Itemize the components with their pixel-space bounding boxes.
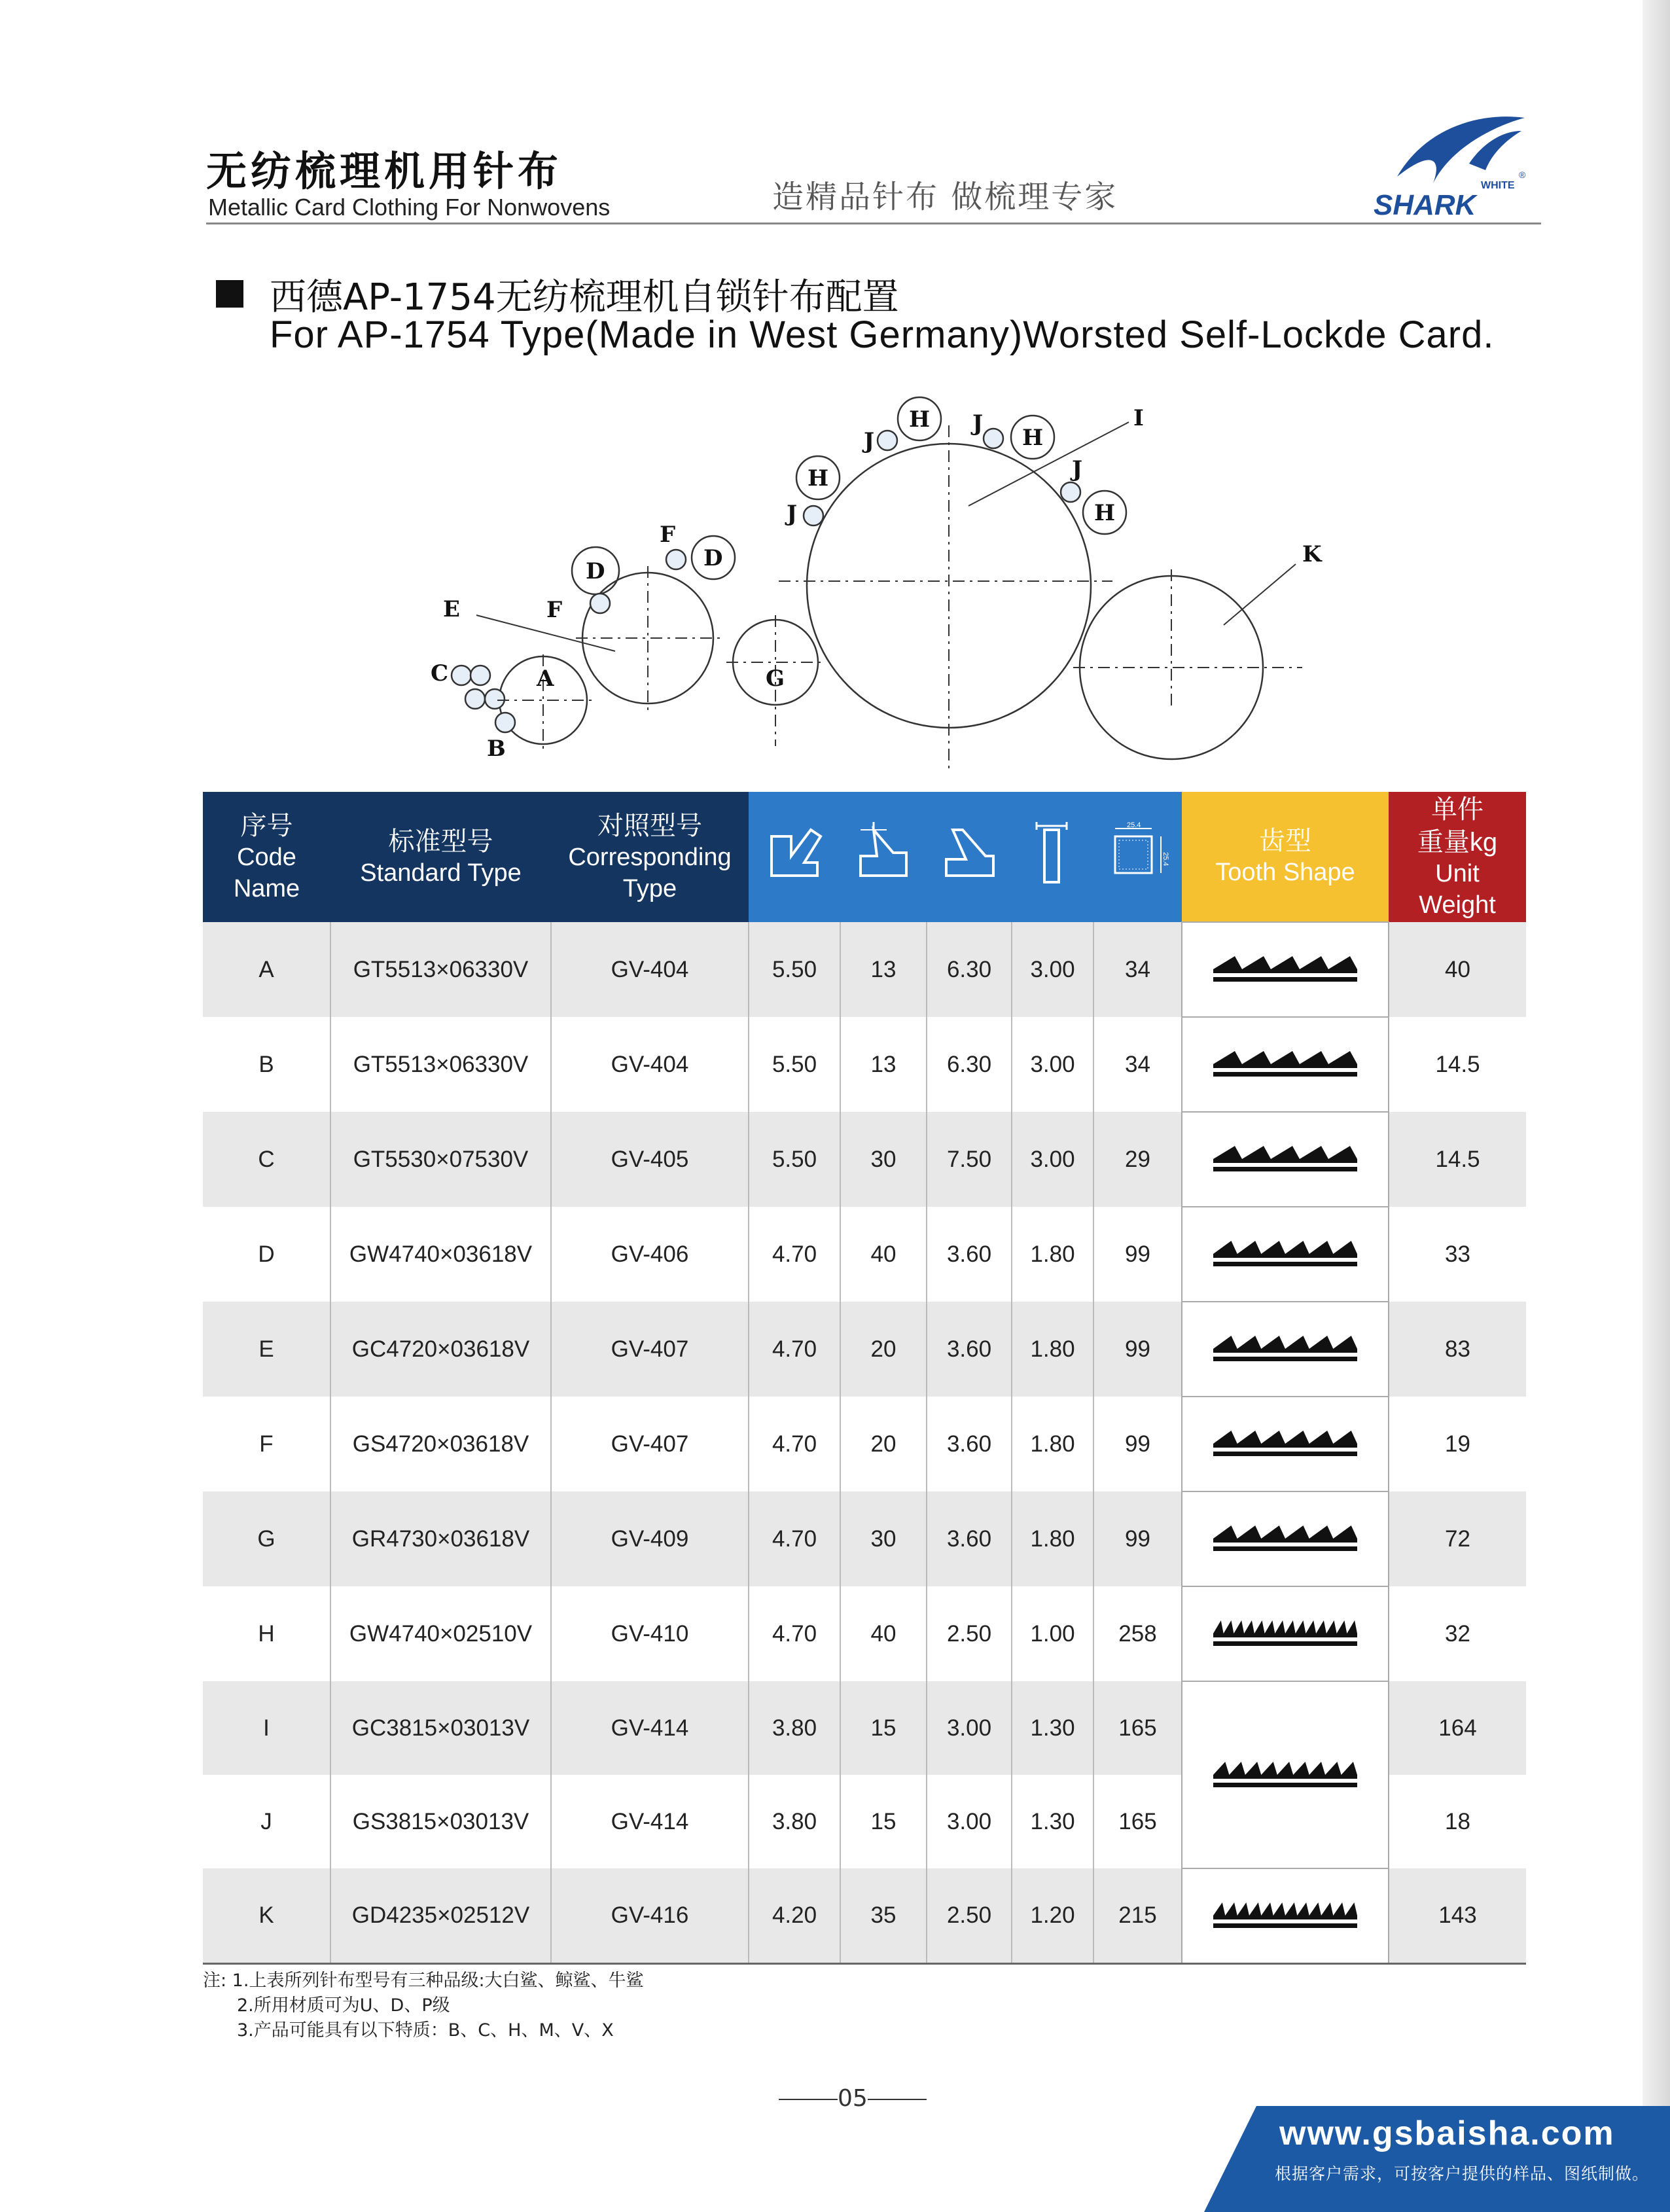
- table-row: [203, 1397, 1526, 1491]
- cell-ppi: 99: [1093, 1302, 1182, 1397]
- cell-pitch: 3.60: [927, 1491, 1012, 1586]
- cell-std: GT5513×06330V: [330, 922, 551, 1017]
- cell-depth: 3.00: [1012, 922, 1093, 1017]
- logo-brand-text: SHARK: [1374, 189, 1476, 219]
- header-base-width-icon: [1012, 792, 1093, 922]
- cell-code: D: [203, 1207, 330, 1302]
- cell-corr: GV-406: [551, 1207, 749, 1302]
- cell-pitch: 3.00: [927, 1775, 1012, 1868]
- header-code: 序号 Code Name: [203, 792, 330, 922]
- cell-tooth-shape: [1182, 922, 1389, 1017]
- cell-corr: GV-414: [551, 1775, 749, 1868]
- cell-corr: GV-414: [551, 1681, 749, 1775]
- diagram-label-j1: J: [787, 501, 798, 527]
- table-row: [203, 1207, 1526, 1302]
- tooth-shape-icon: [1210, 1137, 1360, 1176]
- cell-depth: 1.80: [1012, 1491, 1093, 1586]
- footnote-3: 3.产品可能具有以下特质：B、C、H、M、V、X: [237, 2020, 614, 2041]
- cell-weight: 14.5: [1389, 1017, 1526, 1112]
- footer-note: 根据客户需求，可按客户提供的样品、图纸制做。: [1275, 2164, 1650, 2183]
- cell-ppi: 34: [1093, 1017, 1182, 1112]
- cell-ppi: 258: [1093, 1586, 1182, 1681]
- cell-angle: 15: [840, 1681, 927, 1775]
- cell-h: 5.50: [749, 922, 840, 1017]
- footnote-2: 2.所用材质可为U、D、P级: [237, 1995, 450, 2016]
- header-points-per-area-icon: [1093, 792, 1182, 922]
- cell-ppi: 165: [1093, 1681, 1182, 1775]
- cell-h: 4.70: [749, 1397, 840, 1491]
- cell-angle: 35: [840, 1868, 927, 1964]
- page-edge-shadow: [1643, 0, 1670, 2212]
- svg-text:25.4: 25.4: [1161, 852, 1169, 866]
- table-row: [203, 1586, 1526, 1681]
- diagram-label-f1: F: [546, 597, 563, 623]
- diagram-label-h3: H: [1022, 425, 1044, 451]
- diagram-label-d2: D: [703, 545, 723, 571]
- cell-weight: 40: [1389, 922, 1526, 1017]
- diagram-label-f2: F: [660, 522, 676, 548]
- header-title-en: Metallic Card Clothing For Nonwovens: [208, 194, 611, 221]
- cell-angle: 40: [840, 1586, 927, 1681]
- header-standard-type: 标准型号 Standard Type: [330, 792, 551, 922]
- table-row: [203, 1868, 1526, 1964]
- header-title-cn: 无纺梳理机用针布: [206, 147, 563, 195]
- cell-std: GD4235×02512V: [330, 1868, 551, 1964]
- cell-code: B: [203, 1017, 330, 1112]
- cell-depth: 3.00: [1012, 1017, 1093, 1112]
- diagram-label-e: E: [443, 596, 460, 622]
- table-row: [203, 1017, 1526, 1112]
- cell-weight: 143: [1389, 1868, 1526, 1964]
- tooth-shape-icon: [1210, 1893, 1360, 1933]
- diagram-label-k: K: [1302, 541, 1322, 567]
- cell-pitch: 2.50: [927, 1868, 1012, 1964]
- cell-tooth-shape: [1182, 1586, 1389, 1681]
- cell-angle: 40: [840, 1207, 927, 1302]
- cell-h: 4.70: [749, 1586, 840, 1681]
- diagram-label-c: C: [431, 660, 449, 687]
- cell-tooth-shape: [1182, 1207, 1389, 1302]
- cell-corr: GV-410: [551, 1586, 749, 1681]
- cell-depth: 3.00: [1012, 1112, 1093, 1207]
- cell-code: F: [203, 1397, 330, 1491]
- cell-angle: 30: [840, 1112, 927, 1207]
- cell-h: 4.70: [749, 1207, 840, 1302]
- header-slogan: 造精品针布 做梳理专家: [772, 179, 1118, 215]
- cell-weight: 33: [1389, 1207, 1526, 1302]
- logo-white-text: WHITE: [1481, 180, 1515, 191]
- specification-table: [203, 792, 1526, 1965]
- diagram-label-a: A: [537, 666, 554, 692]
- footnote-1: 注: 1.上表所列针布型号有三种品级:大白鲨、鲸鲨、牛鲨: [203, 1971, 644, 1991]
- cell-corr: GV-404: [551, 1017, 749, 1112]
- cell-h: 4.70: [749, 1491, 840, 1586]
- cell-angle: 30: [840, 1491, 927, 1586]
- header-total-height-icon: [749, 792, 840, 922]
- cell-weight: 72: [1389, 1491, 1526, 1586]
- cell-h: 4.20: [749, 1868, 840, 1964]
- diagram-label-h2: H: [909, 406, 931, 433]
- cell-corr: GV-405: [551, 1112, 749, 1207]
- cell-tooth-shape: [1182, 1112, 1389, 1207]
- cell-ppi: 165: [1093, 1775, 1182, 1868]
- table-header-row: [203, 792, 1526, 922]
- cell-depth: 1.00: [1012, 1586, 1093, 1681]
- cell-pitch: 3.60: [927, 1207, 1012, 1302]
- cell-tooth-shape: [1182, 1681, 1389, 1868]
- cell-std: GT5513×06330V: [330, 1017, 551, 1112]
- cell-ppi: 34: [1093, 922, 1182, 1017]
- cell-tooth-shape: [1182, 1302, 1389, 1397]
- cell-std: GC4720×03618V: [330, 1302, 551, 1397]
- diagram-label-h4: H: [1094, 500, 1116, 526]
- cell-h: 3.80: [749, 1775, 840, 1868]
- diagram-label-d1: D: [586, 558, 605, 584]
- section-bullet: [216, 280, 243, 308]
- cell-code: G: [203, 1491, 330, 1586]
- cell-weight: 32: [1389, 1586, 1526, 1681]
- svg-text:25.4: 25.4: [1126, 821, 1141, 830]
- cell-weight: 18: [1389, 1775, 1526, 1868]
- cell-tooth-shape: [1182, 1868, 1389, 1964]
- cell-std: GR4730×03618V: [330, 1491, 551, 1586]
- cell-std: GW4740×03618V: [330, 1207, 551, 1302]
- tooth-shape-icon: [1210, 1042, 1360, 1081]
- cell-corr: GV-409: [551, 1491, 749, 1586]
- diagram-label-j3: J: [972, 410, 984, 437]
- header-divider: [206, 223, 1541, 224]
- cell-h: 5.50: [749, 1112, 840, 1207]
- cell-std: GW4740×02510V: [330, 1586, 551, 1681]
- cell-depth: 1.80: [1012, 1207, 1093, 1302]
- cell-pitch: 7.50: [927, 1112, 1012, 1207]
- header-corresponding-type: 对照型号 Corresponding Type: [551, 792, 749, 922]
- cell-code: C: [203, 1112, 330, 1207]
- cell-depth: 1.30: [1012, 1681, 1093, 1775]
- cell-pitch: 2.50: [927, 1586, 1012, 1681]
- cell-pitch: 6.30: [927, 1017, 1012, 1112]
- cell-corr: GV-407: [551, 1302, 749, 1397]
- cell-weight: 14.5: [1389, 1112, 1526, 1207]
- cell-weight: 19: [1389, 1397, 1526, 1491]
- cell-std: GS3815×03013V: [330, 1775, 551, 1868]
- section-title-cn: 西德AP-1754无纺梳理机自锁针布配置: [270, 276, 899, 319]
- table-row: [203, 1491, 1526, 1586]
- cell-angle: 13: [840, 922, 927, 1017]
- table-row: [203, 1302, 1526, 1397]
- diagram-label-i: I: [1133, 405, 1144, 431]
- cell-ppi: 29: [1093, 1112, 1182, 1207]
- cell-weight: 164: [1389, 1681, 1526, 1775]
- cell-depth: 1.80: [1012, 1397, 1093, 1491]
- diagram-label-g: G: [766, 666, 785, 692]
- cell-ppi: 215: [1093, 1868, 1182, 1964]
- cell-code: K: [203, 1868, 330, 1964]
- diagram-label-h1: H: [808, 465, 829, 491]
- tooth-shape-icon: [1210, 1611, 1360, 1650]
- cell-pitch: 3.60: [927, 1302, 1012, 1397]
- cell-code: E: [203, 1302, 330, 1397]
- table-row: [203, 1681, 1526, 1775]
- tooth-shape-icon: [1210, 947, 1360, 986]
- cell-weight: 83: [1389, 1302, 1526, 1397]
- header-unit-weight: 单件 重量kg Unit Weight: [1389, 792, 1526, 922]
- cell-h: 5.50: [749, 1017, 840, 1112]
- tooth-shape-icon: [1210, 1327, 1360, 1366]
- cell-angle: 15: [840, 1775, 927, 1868]
- table-row: [203, 1112, 1526, 1207]
- cell-h: 3.80: [749, 1681, 840, 1775]
- diagram-label-b: B: [487, 736, 506, 762]
- cell-code: I: [203, 1681, 330, 1775]
- cell-corr: GV-404: [551, 922, 749, 1017]
- cell-corr: GV-416: [551, 1868, 749, 1964]
- table-row: [203, 922, 1526, 1017]
- cell-tooth-shape: [1182, 1397, 1389, 1491]
- header-pitch-icon: [927, 792, 1012, 922]
- cell-depth: 1.80: [1012, 1302, 1093, 1397]
- cell-corr: GV-407: [551, 1397, 749, 1491]
- tooth-shape-icon: [1210, 1421, 1360, 1461]
- cell-angle: 13: [840, 1017, 927, 1112]
- cell-ppi: 99: [1093, 1397, 1182, 1491]
- section-title-en: For AP-1754 Type(Made in West Germany)Worsted Self-Lockde Card.: [270, 313, 1495, 356]
- page-number: 05: [779, 2085, 927, 2112]
- footer-website-url: www.gsbaisha.com: [1279, 2114, 1615, 2152]
- cell-ppi: 99: [1093, 1207, 1182, 1302]
- cell-code: H: [203, 1586, 330, 1681]
- tooth-shape-icon: [1210, 1753, 1360, 1792]
- diagram-label-j4: J: [1072, 456, 1083, 482]
- card-layout-diagram: [419, 393, 1335, 772]
- cell-std: GC3815×03013V: [330, 1681, 551, 1775]
- footnotes: [203, 1969, 644, 2043]
- cell-angle: 20: [840, 1397, 927, 1491]
- header-tooth-angle-icon: [840, 792, 927, 922]
- logo-registered-mark: ®: [1519, 169, 1526, 180]
- cell-pitch: 6.30: [927, 922, 1012, 1017]
- cell-code: A: [203, 922, 330, 1017]
- cell-code: J: [203, 1775, 330, 1868]
- white-shark-logo: [1371, 105, 1531, 219]
- cell-pitch: 3.00: [927, 1681, 1012, 1775]
- cell-depth: 1.20: [1012, 1868, 1093, 1964]
- cell-angle: 20: [840, 1302, 927, 1397]
- cell-depth: 1.30: [1012, 1775, 1093, 1868]
- tooth-shape-icon: [1210, 1516, 1360, 1556]
- cell-tooth-shape: [1182, 1017, 1389, 1112]
- diagram-label-j2: J: [864, 428, 875, 454]
- cell-h: 4.70: [749, 1302, 840, 1397]
- tooth-shape-icon: [1210, 1232, 1360, 1271]
- header-tooth-shape: 齿型 Tooth Shape: [1182, 792, 1389, 922]
- cell-std: GS4720×03618V: [330, 1397, 551, 1491]
- cell-ppi: 99: [1093, 1491, 1182, 1586]
- cell-pitch: 3.60: [927, 1397, 1012, 1491]
- cell-std: GT5530×07530V: [330, 1112, 551, 1207]
- cell-tooth-shape: [1182, 1491, 1389, 1586]
